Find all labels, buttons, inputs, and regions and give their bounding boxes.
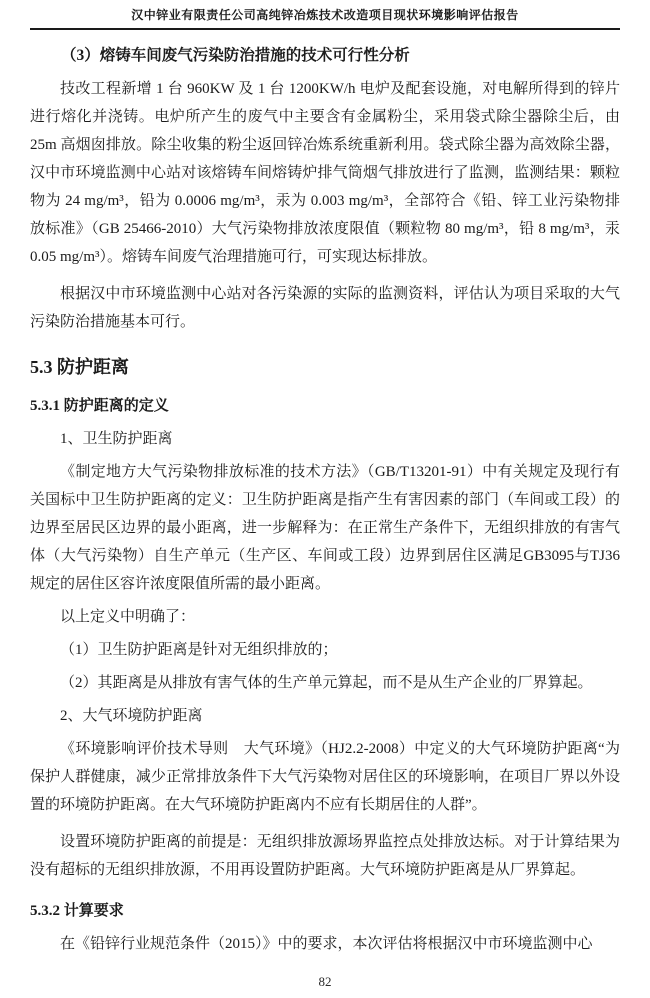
page-number: 82 [318, 974, 332, 989]
list-item-1: （1）卫生防护距离是针对无组织排放的； [60, 642, 338, 658]
subsection-heading-5-3-1: 5.3.1 防护距离的定义 [30, 398, 169, 414]
list-item-sanitary-distance: 1、卫生防护距离 [60, 431, 173, 447]
paragraph-assessment-conclusion: 根据汉中市环境监测中心站对各污染源的实际的监测资料，评估认为项目采取的大气污染防治措施基本可行。 [30, 286, 620, 330]
paragraph-hj2-2-definition: 《环境影响评价技术导则 大气环境》（HJ2.2-2008）中定义的大气环境防护距离“为保护人群健康，减少正常排放条件下大气污染物对居住区的环境影响，在项目厂界以外设置的环境防护距离。在大气环境防护距离内不应有长期居住的人群”。 [30, 741, 620, 813]
paragraph-sanitary-distance-definition: 《制定地方大气污染物排放标准的技术方法》（GB/T13201-91）中有关规定及现行有关国标中卫生防护距离的定义：卫生防护距离是指产生有害因素的部门（车间或工段）的边界至居民区边界的最小距离，进一步解释为：在正常生产条件下，无组织排放的有害气体（大气污染物）自生产单元（生产区、车间或工段）边界到居住区满足GB3095与TJ36规定的居住区容许浓度限值所需的最小距离。 [30, 464, 620, 592]
subsection-heading-5-3-2: 5.3.2 计算要求 [30, 903, 124, 919]
paragraph-calculation-requirement: 在《铅锌行业规范条件（2015）》中的要求，本次评估将根据汉中市环境监测中心 [60, 936, 593, 952]
document-body [30, 42, 620, 958]
paragraph-distance-premise: 设置环境防护距离的前提是：无组织排放源场界监控点处排放达标。对于计算结果为没有超标的无组织排放源，不用再设置防护距离。大气环境防护距离是从厂界算起。 [30, 834, 620, 878]
numbered-heading-3: （3）熔铸车间废气污染防治措施的技术可行性分析 [61, 47, 410, 64]
paragraph-definition-clarified: 以上定义中明确了： [60, 609, 196, 625]
running-header-title: 汉中锌业有限责任公司高纯锌冶炼技术改造项目现状环境影响评估报告 [30, 8, 620, 30]
list-item-2: （2）其距离是从排放有害气体的生产单元算起，而不是从生产企业的厂界算起。 [60, 675, 593, 691]
list-item-atmospheric-distance: 2、大气环境防护距离 [60, 708, 203, 724]
section-heading-5-3: 5.3 防护距离 [30, 357, 129, 377]
paragraph-melting-workshop: 技改工程新增 1 台 960KW 及 1 台 1200KW/h 电炉及配套设施，对电解所得到的锌片进行熔化并浇铸。电炉所产生的废气中主要含有金属粉尘，采用袋式除尘器除尘后，由 25m 高烟囱排放。除尘收集的粉尘返回锌冶炼系统重新利用。袋式除尘器为高效除尘器，汉中市环境监测中心站对该熔铸车间熔铸炉排气筒烟气排放进行了监测，监测结果：颗粒物为 24 mg/m³，铅为 0.0006 mg/m³，汞为 0.003 mg/m³，全部符合《铅、锌工业污染物排放标准》（GB 25466-2010）大气污染物排放浓度限值（颗粒物 80 mg/m³，铅 8 mg/m³，汞 0.05 mg/m³）。熔铸车间废气治理措施可行，可实现达标排放。 [30, 81, 620, 265]
